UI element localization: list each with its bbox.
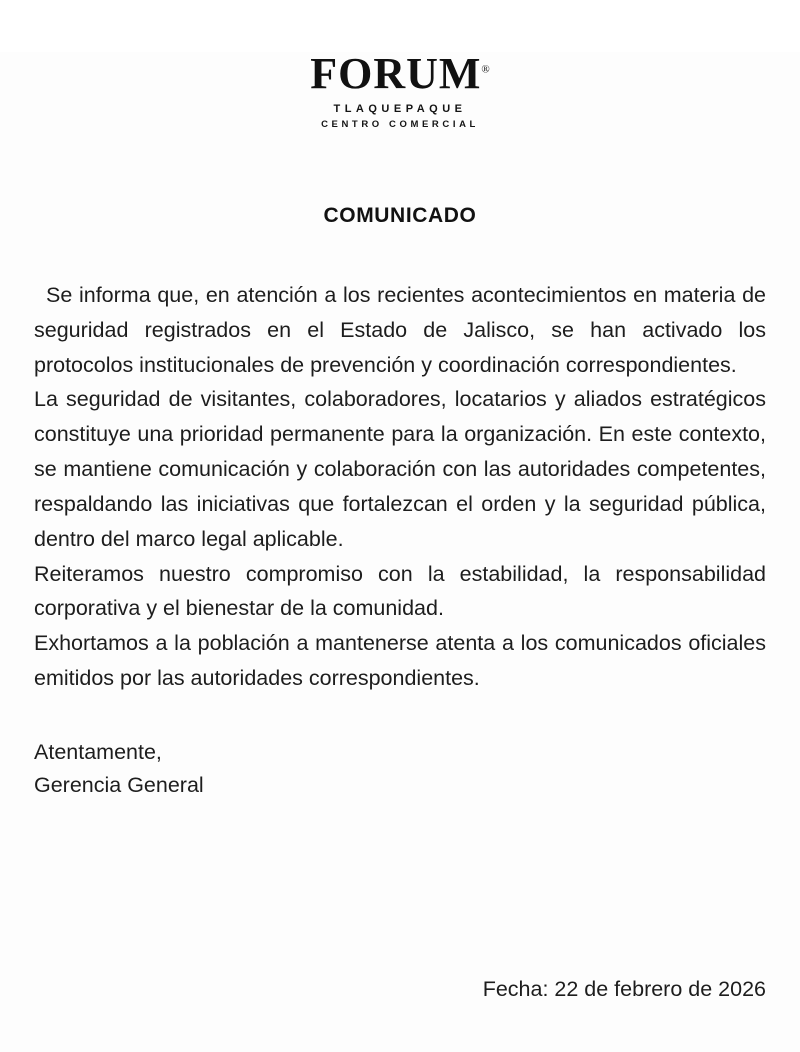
closing-block	[34, 736, 766, 803]
logo-subtitle-secondary: CENTRO COMERCIAL	[321, 119, 479, 130]
brand-logo	[34, 49, 766, 130]
logo-wordmark	[310, 49, 490, 98]
body-paragraph: La seguridad de visitantes, colaboradores, locatarios y aliados estratégicos constituye una prioridad permanente para la organización. En este contexto, se mantiene comunicación y colaboración con las autoridades competentes, respaldando las iniciativas que fortalezcan el orden y la seguridad pública, dentro del marco legal aplicable.	[34, 387, 766, 551]
document-date: Fecha: 22 de febrero de 2026	[482, 977, 766, 1001]
body-paragraph: Exhortamos a la población a mantenerse atenta a los comunicados oficiales emitidos por las autoridades correspondientes.	[34, 631, 766, 691]
closing-signer: Gerencia General	[34, 773, 204, 798]
document-page	[0, 49, 800, 1052]
registered-trademark-icon: ®	[481, 63, 490, 76]
logo-subtitle-primary: TLAQUEPAQUE	[333, 103, 467, 115]
page-title: COMUNICADO	[323, 204, 477, 227]
closing-salutation: Atentamente,	[34, 739, 162, 764]
body-paragraph: Reiteramos nuestro compromiso con la estabilidad, la responsabilidad corporativa y el bienestar de la comunidad.	[34, 561, 766, 621]
logo-wordmark-text: FORUM	[310, 49, 482, 98]
body-paragraph: Se informa que, en atención a los recientes acontecimientos en materia de seguridad registrados en el Estado de Jalisco, se han activado los protocolos institucionales de prevención y coordinación correspondientes.	[34, 283, 766, 377]
document-body	[34, 278, 766, 696]
